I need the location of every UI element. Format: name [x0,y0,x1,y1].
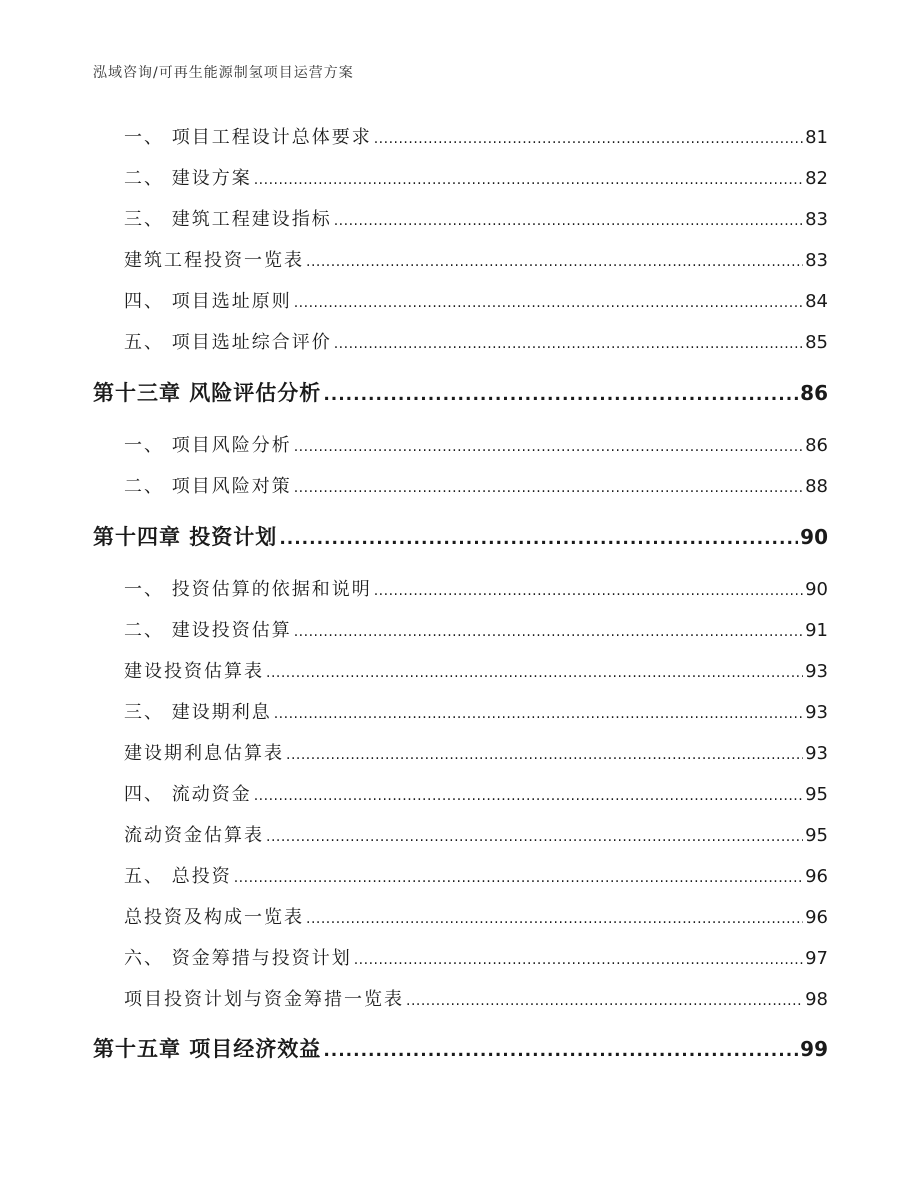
dot-leader [334,209,803,230]
dot-leader [266,661,803,682]
toc-entry-page: 83 [805,209,828,230]
dot-leader [294,291,803,312]
toc-entry-page: 85 [805,332,828,353]
toc-entry-page: 86 [805,435,828,456]
dot-leader [279,525,798,549]
toc-entry-label: 六、 资金筹措与投资计划 [124,948,352,969]
dot-leader [274,702,803,723]
toc-entry-page: 93 [805,661,828,682]
toc-entry-label: 建筑工程投资一览表 [124,250,304,271]
toc-chapter-page: 99 [800,1037,828,1061]
dot-leader [334,332,803,353]
toc-entry[interactable] [124,616,828,642]
toc-entry-page: 95 [805,784,828,805]
dot-leader [294,435,803,456]
toc-entry-page: 88 [805,476,828,497]
toc-chapter-entry[interactable] [93,377,828,407]
toc-entry-page: 82 [805,168,828,189]
toc-entry-page: 95 [805,825,828,846]
toc-entry[interactable] [124,944,828,970]
toc-entry-label: 五、 项目选址综合评价 [124,332,332,353]
toc-entry[interactable] [124,205,828,231]
toc-entry-page: 91 [805,620,828,641]
toc-entry[interactable] [124,862,828,888]
toc-chapter-label: 第十五章 项目经济效益 [93,1037,322,1061]
toc-entry-label: 三、 建设期利息 [124,702,272,723]
dot-leader [354,948,803,969]
toc-entry-label: 流动资金估算表 [124,825,264,846]
dot-leader [294,476,803,497]
toc-entry-label: 四、 项目选址原则 [124,291,292,312]
toc-entry-label: 建设期利息估算表 [124,743,284,764]
toc-entry[interactable] [124,287,828,313]
toc-entry[interactable] [124,657,828,683]
toc-entry-label: 四、 流动资金 [124,784,252,805]
toc-entry-label: 五、 总投资 [124,866,232,887]
toc-entry-label: 一、 项目工程设计总体要求 [124,127,372,148]
toc-entry-label: 一、 投资估算的依据和说明 [124,579,372,600]
dot-leader [286,743,803,764]
toc-entry[interactable] [124,431,828,457]
toc-entry[interactable] [124,123,828,149]
dot-leader [266,825,803,846]
toc-entry-page: 96 [805,907,828,928]
toc-entry-page: 90 [805,579,828,600]
toc-entry[interactable] [124,698,828,724]
dot-leader [306,250,803,271]
dot-leader [234,866,803,887]
toc-entry[interactable] [124,472,828,498]
toc-entry-page: 98 [805,989,828,1010]
dot-leader [306,907,803,928]
toc-entry[interactable] [124,780,828,806]
toc-entry-label: 总投资及构成一览表 [124,907,304,928]
toc-entry-label: 一、 项目风险分析 [124,435,292,456]
toc-chapter-entry[interactable] [93,521,828,551]
toc-entry-page: 93 [805,743,828,764]
dot-leader [323,1037,798,1061]
toc-chapter-page: 90 [800,525,828,549]
dot-leader [323,381,798,405]
toc-entry-label: 三、 建筑工程建设指标 [124,209,332,230]
toc-entry[interactable] [124,164,828,190]
toc-entry[interactable] [124,328,828,354]
toc-entry-label: 建设投资估算表 [124,661,264,682]
dot-leader [294,620,803,641]
toc-entry-label: 二、 建设投资估算 [124,620,292,641]
toc-entry[interactable] [124,821,828,847]
dot-leader [374,127,803,148]
toc-entry-page: 83 [805,250,828,271]
dot-leader [254,168,803,189]
toc-entry-page: 81 [805,127,828,148]
toc-entry-label: 项目投资计划与资金筹措一览表 [124,989,404,1010]
toc-entry[interactable] [124,246,828,272]
toc-entry[interactable] [124,575,828,601]
dot-leader [254,784,803,805]
toc-chapter-label: 第十三章 风险评估分析 [93,381,322,405]
toc-entry[interactable] [124,739,828,765]
dot-leader [374,579,803,600]
toc-entry[interactable] [124,903,828,929]
header-divider [88,90,832,91]
toc-entry-page: 96 [805,866,828,887]
toc-entry-page: 93 [805,702,828,723]
toc-entry-label: 二、 项目风险对策 [124,476,292,497]
toc-entry[interactable] [124,985,828,1011]
running-header: 泓域咨询/可再生能源制氢项目运营方案 [93,65,354,81]
toc-chapter-page: 86 [800,381,828,405]
toc-chapter-entry[interactable] [93,1033,828,1063]
dot-leader [406,989,803,1010]
toc-entry-page: 84 [805,291,828,312]
toc-entry-page: 97 [805,948,828,969]
toc-entry-label: 二、 建设方案 [124,168,252,189]
toc-chapter-label: 第十四章 投资计划 [93,525,278,549]
